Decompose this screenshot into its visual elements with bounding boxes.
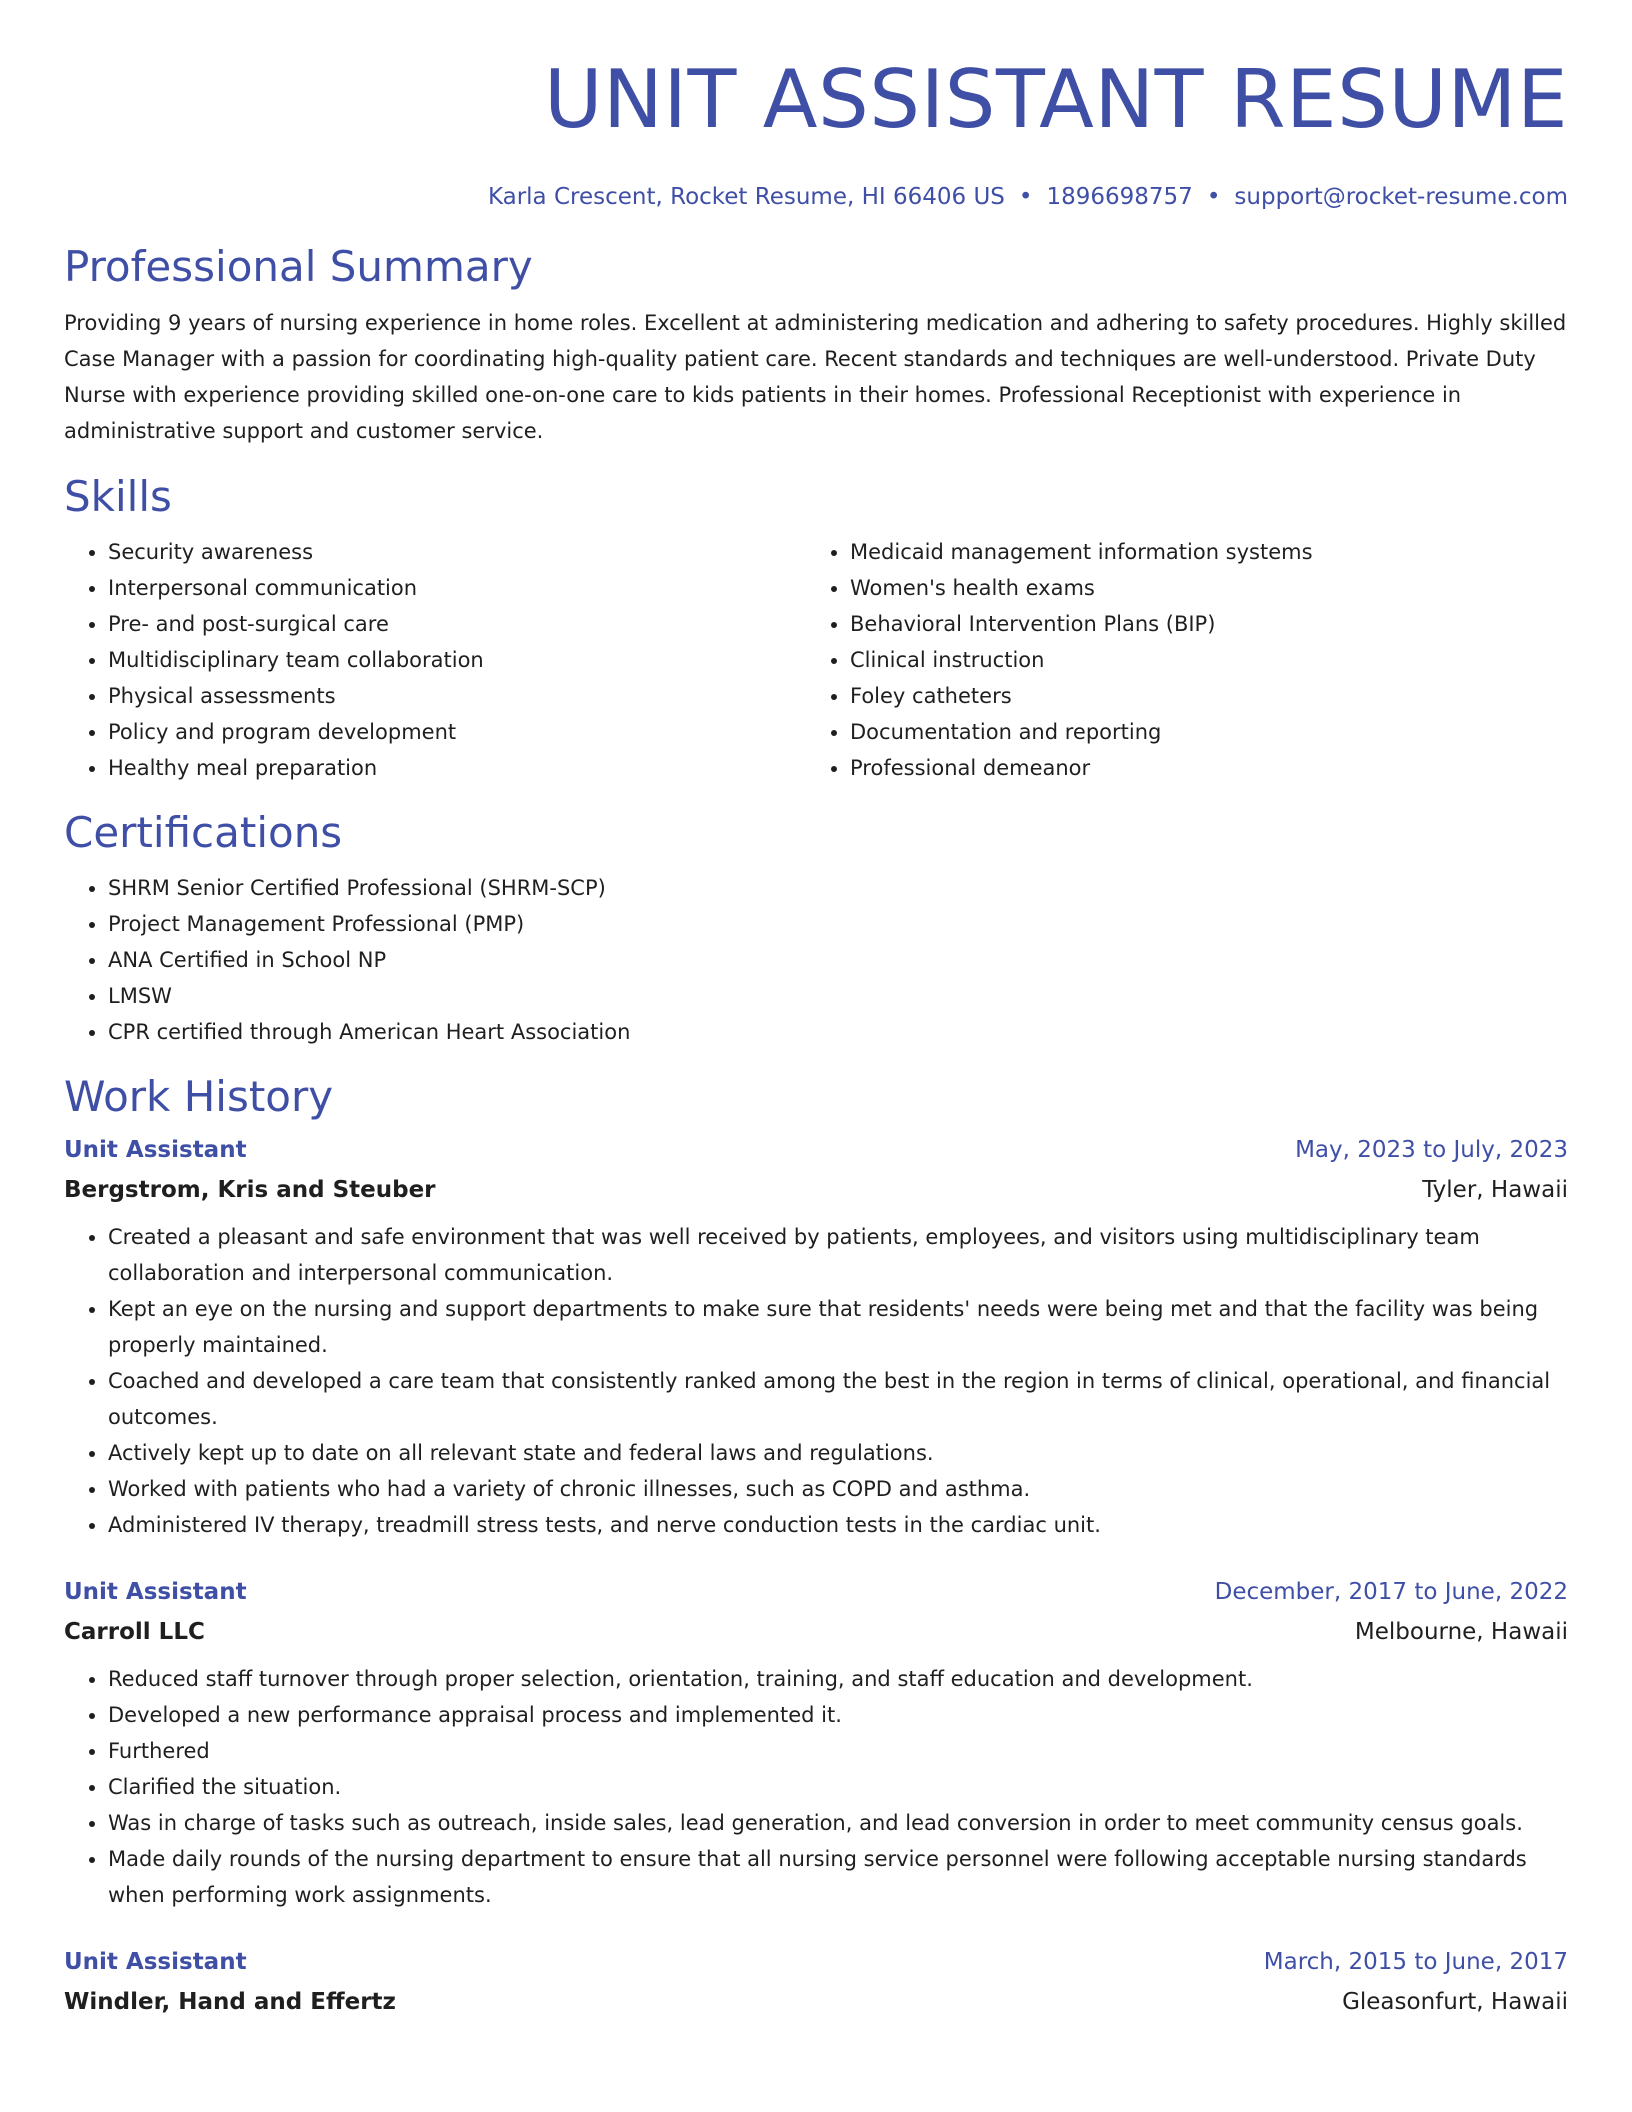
- resume-title: UNIT ASSISTANT RESUME: [543, 53, 1568, 146]
- contact-separator: •: [1206, 184, 1221, 210]
- skill-item: • Clinical instruction: [850, 642, 1548, 678]
- skills-list-right: [806, 534, 1548, 786]
- certifications-list: [64, 870, 1568, 1050]
- certification-item: • SHRM Senior Certified Professional (SHRM-SCP): [108, 870, 1568, 906]
- skills-column-left: [64, 534, 806, 786]
- certification-item: • CPR certified through American Heart Association: [108, 1014, 1568, 1050]
- job-header: [64, 1946, 1568, 1978]
- summary-heading: Professional Summary: [64, 242, 533, 291]
- job-location: Gleasonfurt, Hawaii: [1342, 1989, 1568, 2015]
- job-title: Unit Assistant: [64, 1137, 247, 1163]
- job-company: Windler, Hand and Effertz: [64, 1989, 396, 2015]
- job-location: Melbourne, Hawaii: [1354, 1619, 1568, 1645]
- certifications-section: [64, 808, 1568, 1050]
- job-entry: [64, 1134, 1568, 1543]
- job-subheader: [64, 1174, 1568, 1206]
- skill-item: • Behavioral Intervention Plans (BIP): [850, 606, 1548, 642]
- certification-item: • LMSW: [108, 978, 1568, 1014]
- summary-section: [64, 242, 1568, 449]
- job-bullet: • Created a pleasant and safe environment that was well received by patients, employees, and visitors using multidisciplinary team collaboration and interpersonal communication.: [108, 1219, 1568, 1291]
- skill-item: • Multidisciplinary team collaboration: [108, 642, 806, 678]
- job-bullet: • Clarified the situation.: [108, 1769, 1568, 1805]
- skill-item: • Policy and program development: [108, 714, 806, 750]
- job-dates: December, 2017 to June, 2022: [1214, 1579, 1568, 1605]
- skills-columns: [64, 534, 1568, 786]
- job-company: Carroll LLC: [64, 1619, 205, 1645]
- job-location: Tyler, Hawaii: [1422, 1177, 1568, 1203]
- job-company: Bergstrom, Kris and Steuber: [64, 1177, 436, 1203]
- skills-column-right: [806, 534, 1548, 786]
- job-bullet: • Furthered: [108, 1733, 1568, 1769]
- job-subheader: [64, 1616, 1568, 1648]
- job-dates: March, 2015 to June, 2017: [1263, 1949, 1568, 1975]
- skill-item: • Interpersonal communication: [108, 570, 806, 606]
- certification-item: • Project Management Professional (PMP): [108, 906, 1568, 942]
- job-bullet: • Worked with patients who had a variety of chronic illnesses, such as COPD and asthma.: [108, 1471, 1568, 1507]
- skills-heading: Skills: [64, 472, 172, 521]
- contact-address: Karla Crescent, Rocket Resume, HI 66406 US: [487, 184, 1005, 210]
- job-bullet: • Developed a new performance appraisal process and implemented it.: [108, 1697, 1568, 1733]
- skills-list-left: [64, 534, 806, 786]
- contact-separator: •: [1018, 184, 1033, 210]
- skills-section: [64, 472, 1568, 786]
- job-entry: [64, 1576, 1568, 1913]
- skill-item: • Security awareness: [108, 534, 806, 570]
- contact-line: [64, 181, 1568, 213]
- job-title: Unit Assistant: [64, 1949, 247, 1975]
- job-bullet: • Kept an eye on the nursing and support departments to make sure that residents' needs were being met and that the facility was being properly maintained.: [108, 1291, 1568, 1363]
- skill-item: • Documentation and reporting: [850, 714, 1548, 750]
- work-history-section: [64, 1072, 1568, 2018]
- job-dates: May, 2023 to July, 2023: [1295, 1137, 1568, 1163]
- job-title: Unit Assistant: [64, 1579, 247, 1605]
- skill-item: • Foley catheters: [850, 678, 1548, 714]
- skill-item: • Pre- and post-surgical care: [108, 606, 806, 642]
- skill-item: • Professional demeanor: [850, 750, 1548, 786]
- job-bullets: [64, 1219, 1568, 1543]
- job-header: [64, 1576, 1568, 1608]
- contact-phone: 1896698757: [1046, 184, 1193, 210]
- contact-email: support@rocket-resume.com: [1234, 184, 1568, 210]
- job-bullet: • Reduced staff turnover through proper selection, orientation, training, and staff education and development.: [108, 1661, 1568, 1697]
- job-bullets: [64, 1661, 1568, 1913]
- work-history-heading: Work History: [64, 1072, 334, 1121]
- summary-text: Providing 9 years of nursing experience in home roles. Excellent at administering medication and adhering to safety procedures. Highly skilled Case Manager with a passion for coordinating high-quality patient care. Recent standards and techniques are well-understood. Private Duty Nurse with experience providing skilled one-on-one care to kids patients in their homes. Professional Receptionist with experience in administrative support and customer service.: [64, 311, 1567, 443]
- job-subheader: [64, 1986, 1568, 2018]
- job-header: [64, 1134, 1568, 1166]
- skill-item: • Healthy meal preparation: [108, 750, 806, 786]
- job-bullet: • Made daily rounds of the nursing department to ensure that all nursing service personnel were following acceptable nursing standards when performing work assignments.: [108, 1841, 1568, 1913]
- certifications-heading: Certifications: [64, 808, 343, 857]
- certification-item: • ANA Certified in School NP: [108, 942, 1568, 978]
- skill-item: • Medicaid management information systems: [850, 534, 1548, 570]
- job-bullet: • Administered IV therapy, treadmill stress tests, and nerve conduction tests in the cardiac unit.: [108, 1507, 1568, 1543]
- skill-item: • Women's health exams: [850, 570, 1548, 606]
- skill-item: • Physical assessments: [108, 678, 806, 714]
- job-bullet: • Actively kept up to date on all relevant state and federal laws and regulations.: [108, 1435, 1568, 1471]
- job-bullet: • Was in charge of tasks such as outreach, inside sales, lead generation, and lead conversion in order to meet community census goals.: [108, 1805, 1568, 1841]
- job-entry: [64, 1946, 1568, 2018]
- job-bullet: • Coached and developed a care team that consistently ranked among the best in the region in terms of clinical, operational, and financial outcomes.: [108, 1363, 1568, 1435]
